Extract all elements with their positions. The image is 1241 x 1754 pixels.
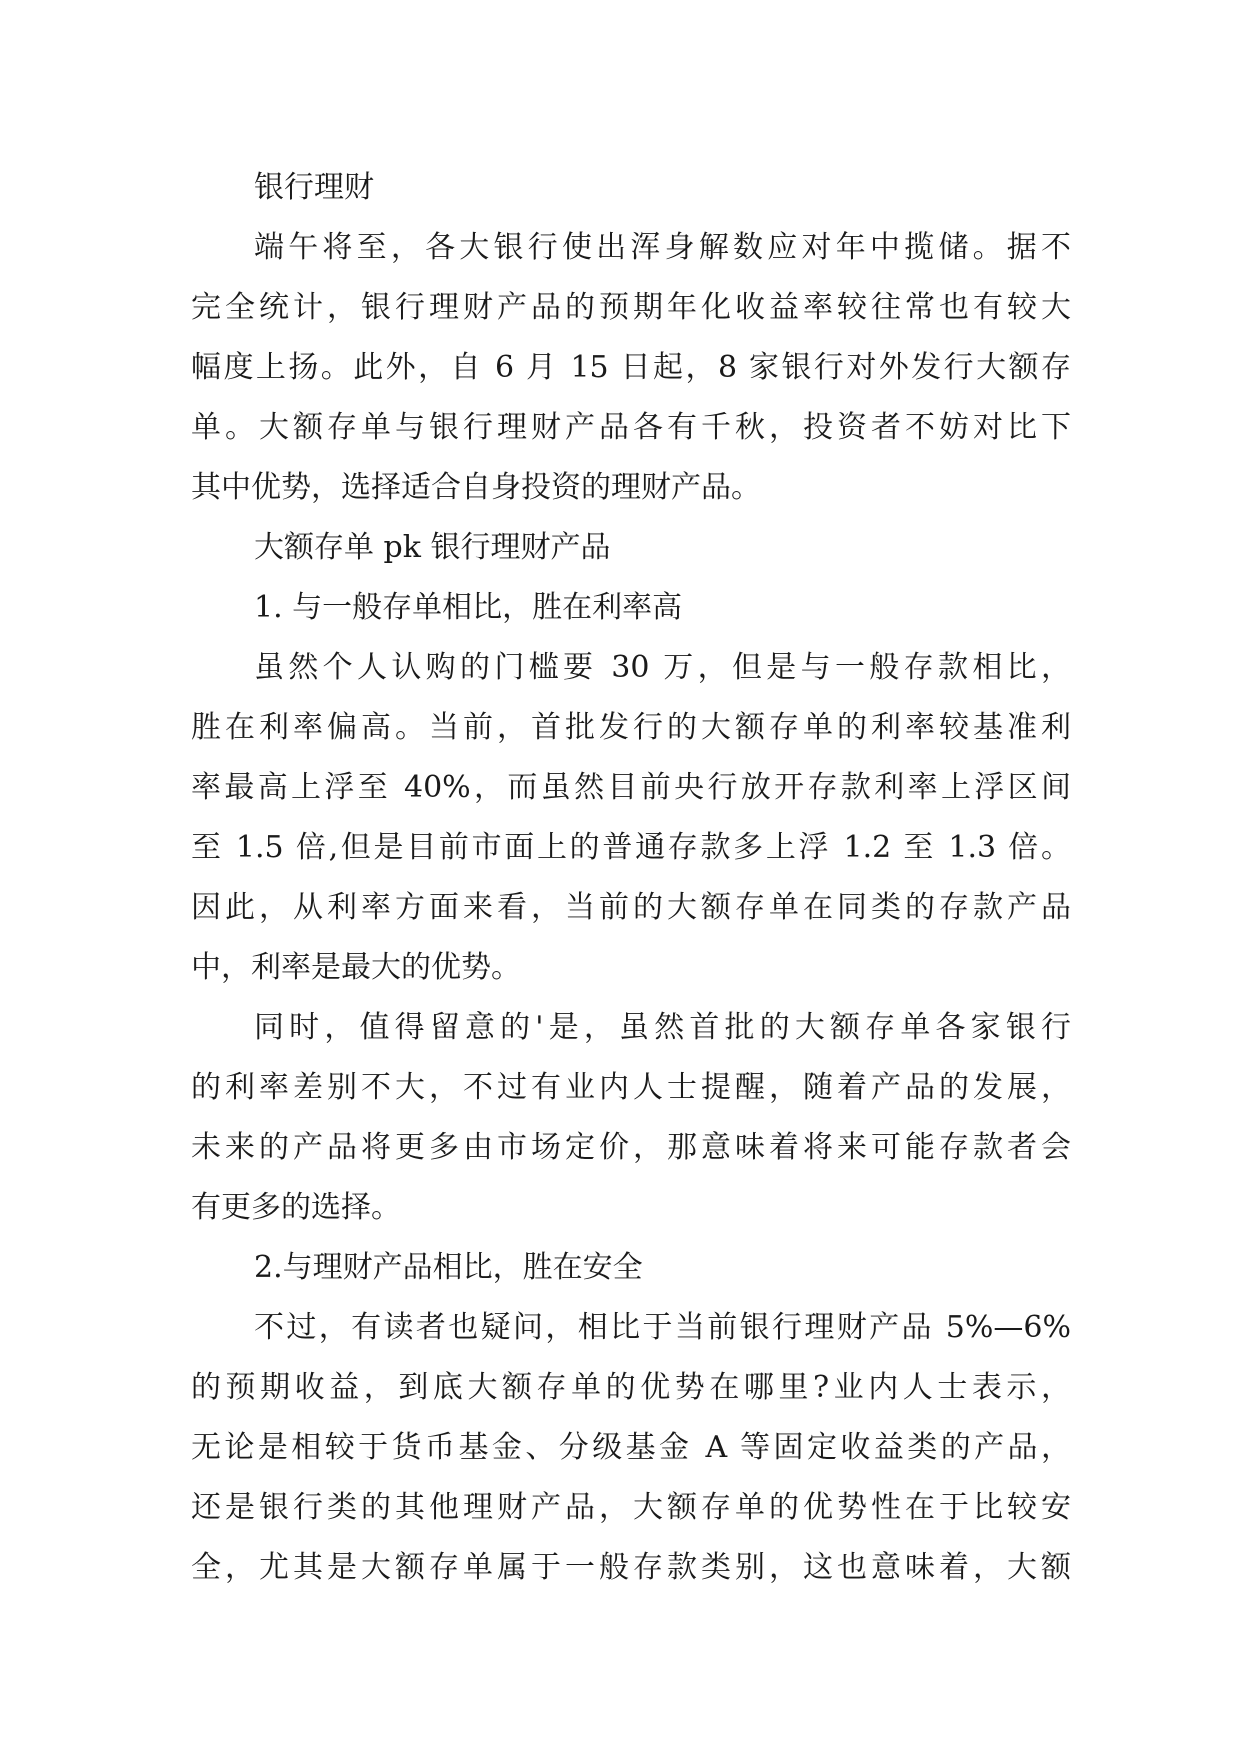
paragraph-line: 中，利率是最大的优势。 [191, 950, 521, 985]
paragraph-line: 单。大额存单与银行理财产品各有千秋，投资者不妨对比下 [191, 410, 1071, 445]
paragraph-line: 的预期收益，到底大额存单的优势在哪里?业内人士表示， [191, 1370, 1071, 1405]
paragraph-line: 还是银行类的其他理财产品，大额存单的优势性在于比较安 [191, 1490, 1071, 1525]
paragraph-line: 胜在利率偏高。当前，首批发行的大额存单的利率较基准利 [191, 710, 1071, 745]
paragraph-line: 率最高上浮至 40%，而虽然目前央行放开存款利率上浮区间 [191, 770, 1071, 805]
paragraph-line: 的利率差别不大，不过有业内人士提醒，随着产品的发展， [191, 1070, 1071, 1105]
paragraph-line: 因此，从利率方面来看，当前的大额存单在同类的存款产品 [191, 890, 1071, 925]
section-heading-cd-vs-wealth: 大额存单 pk 银行理财产品 [254, 530, 611, 565]
paragraph-line: 端午将至，各大银行使出浑身解数应对年中揽储。据不 [254, 230, 1071, 265]
paragraph-line: 幅度上扬。此外，自 6 月 15 日起，8 家银行对外发行大额存 [191, 350, 1071, 385]
document-body [191, 158, 1071, 1598]
subheading-1: 1. 与一般存单相比，胜在利率高 [254, 590, 683, 625]
paragraph-line: 无论是相较于货币基金、分级基金 A 等固定收益类的产品， [191, 1430, 1071, 1465]
paragraph-line: 完全统计，银行理财产品的预期年化收益率较往常也有较大 [191, 290, 1071, 325]
paragraph-line: 同时，值得留意的'是，虽然首批的大额存单各家银行 [254, 1010, 1071, 1045]
paragraph-line: 至 1.5 倍,但是目前市面上的普通存款多上浮 1.2 至 1.3 倍。 [191, 830, 1071, 865]
paragraph-line: 虽然个人认购的门槛要 30 万，但是与一般存款相比， [254, 650, 1071, 685]
paragraph-line: 其中优势，选择适合自身投资的理财产品。 [191, 470, 761, 505]
paragraph-line: 有更多的选择。 [191, 1190, 401, 1225]
subheading-2: 2.与理财产品相比，胜在安全 [254, 1250, 643, 1285]
paragraph-line: 不过，有读者也疑问，相比于当前银行理财产品 5%—6% [254, 1310, 1071, 1345]
section-heading-bank-wealth: 银行理财 [254, 170, 374, 205]
paragraph-line: 全，尤其是大额存单属于一般存款类别，这也意味着，大额 [191, 1550, 1071, 1585]
paragraph-line: 未来的产品将更多由市场定价，那意味着将来可能存款者会 [191, 1130, 1071, 1165]
